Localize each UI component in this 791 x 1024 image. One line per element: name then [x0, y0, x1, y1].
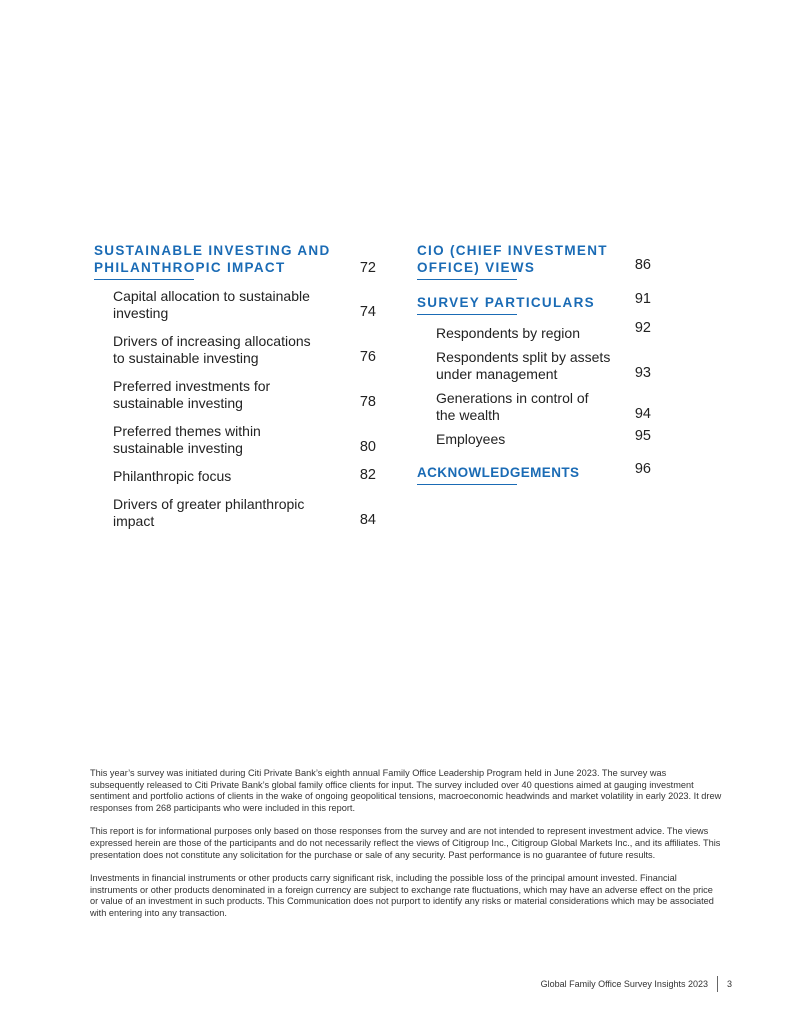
toc-item-label-line1: Philanthropic focus	[113, 468, 232, 484]
section-title-line1: SUSTAINABLE INVESTING AND	[94, 243, 331, 258]
section-page-number: 96	[634, 461, 651, 477]
toc-item-page: 84	[359, 512, 376, 528]
disclaimer-paragraph-survey: This year’s survey was initiated during Citi Private Bank’s eighth annual Family Office Leadership Program held in June 2023. The survey was subsequently released to Citi Private Bank’s global family office clients for input. The survey included over 40 questions aimed at gauging investment sentiment and portfolio actions of clients in the wake of ongoing geopolitical tensions, macroeconomic headwinds and market volatility in early 2023. It drew responses from 268 participants who were included in this report.	[90, 768, 722, 814]
toc-section-acknowledgements[interactable]	[417, 461, 651, 485]
toc-item-page: 94	[634, 406, 651, 422]
toc-item-employees[interactable]	[436, 428, 651, 448]
section-title-line2: OFFICE) VIEWS	[417, 260, 536, 275]
toc-item-preferred-themes[interactable]	[113, 423, 376, 457]
toc-right-column	[417, 242, 651, 485]
toc-item-page: 80	[359, 439, 376, 455]
disclaimer-block	[90, 768, 722, 931]
section-title-line2: PHILANTHROPIC IMPACT	[94, 260, 286, 275]
toc-item-philanthropic-focus[interactable]	[113, 468, 376, 485]
toc-item-preferred-investments[interactable]	[113, 378, 376, 412]
toc-item-label-line1: Preferred themes within	[113, 423, 261, 439]
toc-item-label-line1: Capital allocation to sustainable	[113, 288, 310, 304]
toc-item-drivers-philanthropic[interactable]	[113, 496, 376, 530]
footer-page-number: 3	[726, 979, 732, 989]
section-page-number: 86	[634, 257, 651, 273]
toc-item-capital-allocation[interactable]	[113, 288, 376, 322]
toc-item-label-line2: to sustainable investing	[113, 350, 259, 366]
section-title: ACKNOWLEDGEMENTS	[417, 465, 580, 480]
toc-item-label-line2: under management	[436, 366, 558, 382]
section-underline	[417, 314, 517, 315]
section-underline	[417, 279, 517, 280]
toc-item-label-line1: Preferred investments for	[113, 378, 271, 394]
toc-section-survey-particulars[interactable]	[417, 291, 651, 315]
toc-item-label-line1: Generations in control of	[436, 390, 589, 406]
toc-section-sustainable-investing[interactable]	[94, 242, 376, 280]
toc-item-label-line2: sustainable investing	[113, 440, 243, 456]
section-page-number: 91	[634, 291, 651, 307]
toc-item-page: 76	[359, 349, 376, 365]
toc-item-label-line1: Drivers of increasing allocations	[113, 333, 311, 349]
section-underline	[417, 484, 517, 485]
toc-item-label-line1: Employees	[436, 431, 506, 447]
section-title-line1: CIO (CHIEF INVESTMENT	[417, 243, 608, 258]
toc-item-page: 93	[634, 365, 651, 381]
toc-item-page: 78	[359, 394, 376, 410]
disclaimer-paragraph-risk: Investments in financial instruments or other products carry significant risk, including the possible loss of the principal amount invested. Financial instruments or other products denominated in a foreign currency are subject to exchange rate fluctuations, which may have an adverse effect on the price or value of an investment in such products. This Communication does not purport to identify any risks or material considerations which may be associated with entering into any transaction.	[90, 872, 714, 919]
footer-divider	[717, 976, 718, 992]
toc-item-label-line1: Respondents by region	[436, 325, 580, 341]
footer-title: Global Family Office Survey Insights 2023	[540, 979, 708, 989]
toc-item-drivers-allocations[interactable]	[113, 333, 376, 367]
toc-item-respondents-region[interactable]	[436, 320, 651, 342]
toc-item-page: 82	[359, 467, 376, 483]
section-underline	[94, 279, 194, 280]
toc-item-label-line2: impact	[113, 513, 155, 529]
toc-item-label-line2: sustainable investing	[113, 395, 243, 411]
toc-left-column	[94, 242, 376, 530]
toc-item-label-line1: Respondents split by assets	[436, 349, 611, 365]
toc-item-page: 92	[634, 320, 651, 336]
toc-section-cio-views[interactable]	[417, 242, 651, 280]
toc-item-label-line1: Drivers of greater philanthropic	[113, 496, 305, 512]
toc-item-page: 95	[634, 428, 651, 444]
section-title: SURVEY PARTICULARS	[417, 295, 595, 310]
toc-item-page: 74	[359, 304, 376, 320]
toc-item-label-line2: investing	[113, 305, 169, 321]
section-page-number: 72	[359, 260, 376, 276]
page-footer	[541, 976, 732, 992]
disclaimer-paragraph-informational: This report is for informational purposes only based on those responses from the survey and are not intended to represent investment advice. The views expressed herein are those of the participants and do not necessarily reflect the views of Citigroup Inc., Citigroup Global Markets Inc., and its affiliates. This presentation does not constitute any solicitation for the purchase or sale of any security. Past performance is no guarantee of future results.	[90, 826, 721, 860]
toc-item-respondents-assets[interactable]	[436, 349, 651, 383]
toc-item-generations-wealth[interactable]	[436, 390, 651, 424]
toc-item-label-line2: the wealth	[436, 407, 500, 423]
